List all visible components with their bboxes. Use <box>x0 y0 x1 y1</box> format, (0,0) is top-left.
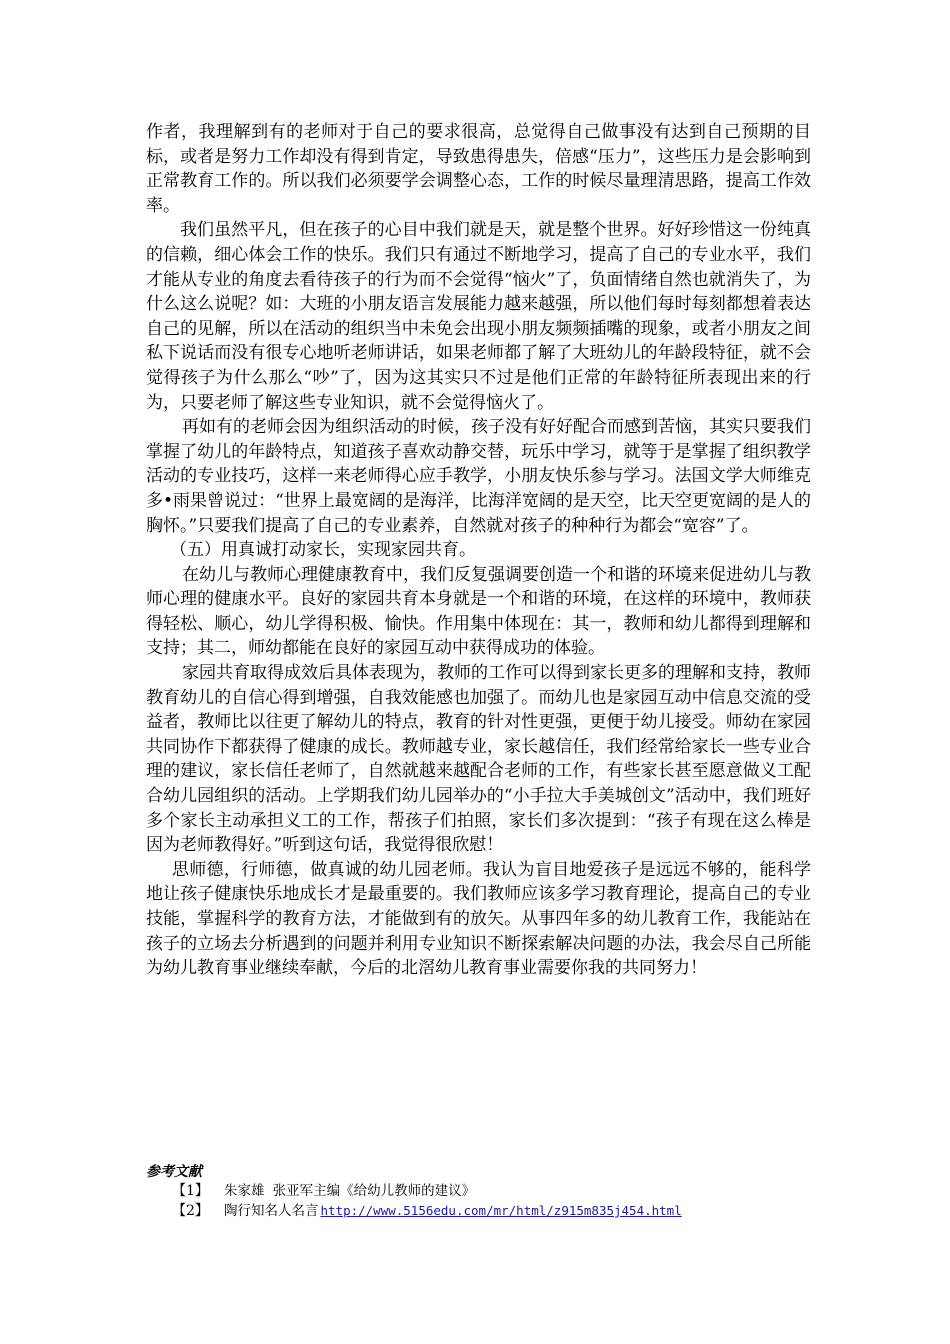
reference-text: 陶行知名人名言 <box>224 1203 319 1219</box>
paragraph: 再如有的老师会因为组织活动的时候，孩子没有好好配合而感到苦恼，其实只要我们掌握了幼儿的年龄特点，知道孩子喜欢动静交替，玩乐中学习，就等于是掌握了组织教学活动的专业技巧，这样一来老师得心应手教学，小朋友快乐参与学习。法国文学大师维克多•雨果曾说过：“世界上最宽阔的是海洋，比海洋宽阔的是天空，比天空更宽阔的是人的胸怀。”只要我们提高了自己的专业素养，自然就对孩子的种种行为都会“宽容”了。 <box>146 417 811 536</box>
article-body <box>146 120 811 981</box>
reference-item <box>172 1182 811 1201</box>
references-title: 参考文献 <box>146 1164 202 1180</box>
references-section <box>146 1163 811 1221</box>
paragraph: 在幼儿与教师心理健康教育中，我们反复强调要创造一个和谐的环境来促进幼儿与教师心理的健康水平。良好的家园共育本身就是一个和谐的环境，在这样的环境中，教师获得轻松、顺心，幼儿学得积极、愉快。作用集中体现在：其一，教师和幼儿都得到理解和支持；其二，师幼都能在良好的家园互动中获得成功的体验。 <box>146 564 811 659</box>
reference-text: 朱家雄 张亚军主编《给幼儿教师的建议》 <box>224 1183 476 1199</box>
paragraph: 家园共育取得成效后具体表现为，教师的工作可以得到家长更多的理解和支持，教师教育幼儿的自信心得到增强，自我效能感也加强了。而幼儿也是家园互动中信息交流的受益者，教师比以往更了解幼儿的特点，教育的针对性更强，更便于幼儿接受。师幼在家园共同协作下都获得了健康的成长。教师越专业，家长越信任，我们经常给家长一些专业合理的建议，家长信任老师了，自然就越来越配合老师的工作，有些家长甚至愿意做义工配合幼儿园组织的活动。上学期我们幼儿园举办的“小手拉大手美城创文”活动中，我们班好多个家长主动承担义工的工作，帮孩子们拍照，家长们多次提到：“孩子有现在这么棒是因为老师教得好。”听到这句话，我觉得很欣慰！ <box>146 663 811 856</box>
reference-link[interactable]: http://www.5156edu.com/mr/html/z915m835j454.html <box>320 1203 682 1218</box>
reference-number: 【2】 <box>172 1203 209 1219</box>
paragraph: 我们虽然平凡，但在孩子的心目中我们就是天，就是整个世界。好好珍惜这一份纯真的信赖，细心体会工作的快乐。我们只有通过不断地学习，提高了自己的专业水平，我们才能从专业的角度去看待孩子的行为而不会觉得“恼火”了，负面情绪自然也就消失了，为什么这么说呢？如：大班的小朋友语言发展能力越来越强，所以他们每时每刻都想着表达自己的见解，所以在活动的组织当中未免会出现小朋友频频插嘴的现象，或者小朋友之间私下说话而没有很专心地听老师讲话，如果老师都了解了大班幼儿的年龄段特征，就不会觉得孩子为什么那么“吵”了，因为这其实只不过是他们正常的年龄特征所表现出来的行为，只要老师了解这些专业知识，就不会觉得恼火了。 <box>146 220 811 413</box>
reference-item <box>172 1201 811 1221</box>
paragraph: 思师德，行师德，做真诚的幼儿园老师。我认为盲目地爱孩子是远远不够的，能科学地让孩子健康快乐地成长才是最重要的。我们教师应该多学习教育理论，提高自己的专业技能，掌握科学的教育方法，才能做到有的放矢。从事四年多的幼儿教育工作，我能站在孩子的立场去分析遇到的问题并利用专业知识不断探索解决问题的办法，我会尽自己所能为幼儿教育事业继续奉献，今后的北滘幼儿教育事业需要你我的共同努力！ <box>146 859 811 979</box>
paragraph-continuation: 作者，我理解到有的老师对于自己的要求很高，总觉得自己做事没有达到自己预期的目标，或者是努力工作却没有得到肯定，导致患得患失，倍感“压力”，这些压力是会影响到正常教育工作的。所以我们必须要学会调整心态，工作的时候尽量理清思路，提高工作效率。 <box>146 122 811 216</box>
reference-number: 【1】 <box>172 1183 209 1199</box>
section-heading: （五）用真诚打动家长，实现家园共育。 <box>170 540 476 561</box>
